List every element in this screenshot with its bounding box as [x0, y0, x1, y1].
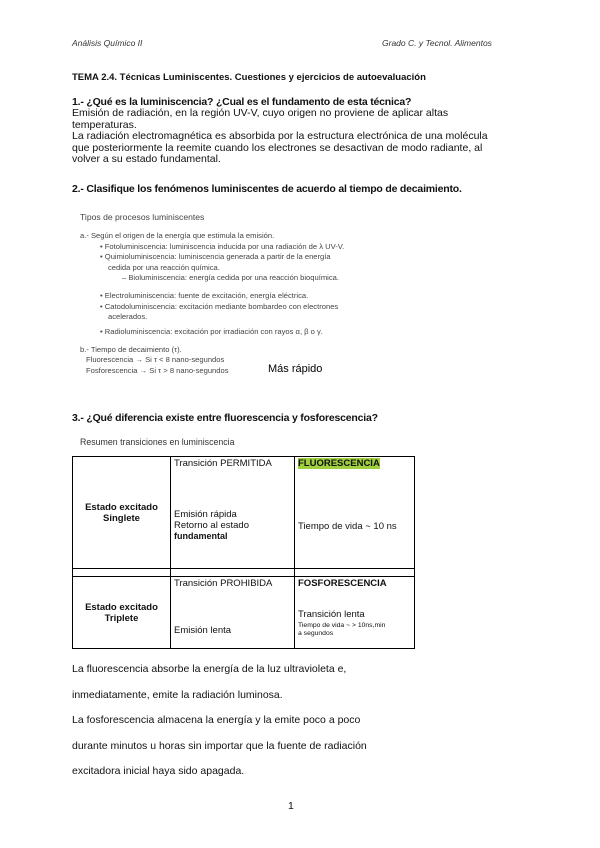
figure-item-cont: cedida por una reacción química.: [108, 262, 220, 272]
question-3: 3.- ¿Qué diferencia existe entre fluorescencia y fosforescencia?: [72, 412, 378, 424]
phosphorescence-decay: Fosforescencia → Si τ > 8 nano-segundos: [86, 365, 229, 375]
table-row: [73, 577, 415, 649]
answer-1: [72, 108, 532, 166]
triplet-transition-cell: [171, 577, 295, 649]
summary-line: inmediatamente, emite la radiación luminosa.: [72, 688, 283, 701]
triplet-emission: Emisión lenta: [174, 625, 232, 636]
answer-1-line: que posteriormente la reemite cuando los electrones se desactivan de modo radiante, al: [72, 141, 483, 154]
figure-title: Tipos de procesos luminiscentes: [80, 212, 205, 222]
page-number: 1: [288, 800, 294, 812]
table-row: [73, 457, 415, 569]
summary-text: [72, 657, 512, 785]
triplet-state: Estado excitado Triplete: [73, 577, 171, 649]
figure-section-b: b.- Tiempo de decaimiento (τ).: [80, 345, 182, 355]
singlet-name-cell: [295, 457, 415, 569]
transitions-table: [72, 456, 415, 649]
singlet-state: Estado excitado Singlete: [73, 457, 171, 569]
triplet-lifetime: Tiempo de vida ~ > 10ns,min: [298, 622, 386, 629]
singlet-transition: Transición PERMITIDA: [174, 458, 272, 469]
triplet-slow: Transición lenta: [298, 609, 365, 620]
page-title: TEMA 2.4. Técnicas Luminiscentes. Cuestiones y ejercicios de autoevaluación: [72, 72, 426, 83]
singlet-transition-cell: [171, 457, 295, 569]
fluorescence-decay: Fluorescencia → Si τ < 8 nano-segundos: [86, 355, 225, 365]
table-title: Resumen transiciones en luminiscencia: [80, 437, 235, 447]
summary-line: La fluorescencia absorbe la energía de la luz ultravioleta e,: [72, 663, 347, 675]
figure-item: • Catodoluminiscencia: excitación mediante bombardeo con electrones: [100, 301, 339, 311]
triplet-name-cell: [295, 577, 415, 649]
answer-1-line: volver a su estado fundamental.: [72, 153, 221, 166]
triplet-transition: Transición PROHIBIDA: [174, 578, 273, 589]
faster-note: Más rápido: [268, 363, 323, 375]
figure-item: • Radioluminiscencia: excitación por irradiación con rayos α, β o γ.: [100, 326, 323, 336]
figure-item: • Electroluminiscencia: fuente de excitación, energía eléctrica.: [100, 291, 309, 301]
question-1: 1.- ¿Qué es la luminiscencia? ¿Cual es el fundamento de esta técnica?: [72, 96, 412, 108]
figure-subitem: – Bioluminiscencia: energía cedida por una reacción bioquímica.: [122, 273, 339, 283]
singlet-emission: Emisión rápida: [174, 509, 237, 520]
singlet-lifetime: Tiempo de vida ~ 10 ns: [298, 521, 397, 532]
summary-line: excitadora inicial haya sido apagada.: [72, 765, 245, 777]
answer-1-line: La radiación electromagnética es absorbida por la estructura electrónica de una molécula: [72, 130, 488, 143]
singlet-return: Retorno al estado: [174, 520, 249, 531]
question-2: 2.- Clasifique los fenómenos luminiscentes de acuerdo al tiempo de decaimiento.: [72, 183, 462, 195]
figure-item: • Quimioluminiscencia: luminiscencia generada a partir de la energía: [100, 252, 331, 262]
figure-item: • Fotoluminiscencia: luminiscencia inducida por una radiación de λ UV-V.: [100, 241, 345, 251]
header-left: Análisis Químico II: [72, 38, 143, 48]
figure-section-a: a.- Según el origen de la energía que estimula la emisión.: [80, 231, 275, 241]
singlet-return-2: fundamental: [174, 531, 228, 541]
triplet-lifetime-2: a segundos: [298, 630, 334, 637]
answer-1-line: temperaturas.: [72, 118, 137, 131]
fluorescence-label: FLUORESCENCIA: [298, 458, 380, 469]
table-spacer-row: [73, 569, 415, 577]
summary-line: durante minutos u horas sin importar que la fuente de radiación: [72, 739, 367, 752]
phosphorescence-label: FOSFORESCENCIA: [298, 578, 387, 589]
luminescence-types-figure: [80, 212, 420, 376]
answer-1-line: Emisión de radiación, en la región UV-V, cuyo origen no proviene de aplicar altas: [72, 107, 449, 119]
header-right: Grado C. y Tecnol. Alimentos: [382, 38, 492, 48]
figure-item-cont: acelerados.: [108, 312, 148, 322]
summary-line: La fosforescencia almacena la energía y la emite poco a poco: [72, 714, 361, 726]
